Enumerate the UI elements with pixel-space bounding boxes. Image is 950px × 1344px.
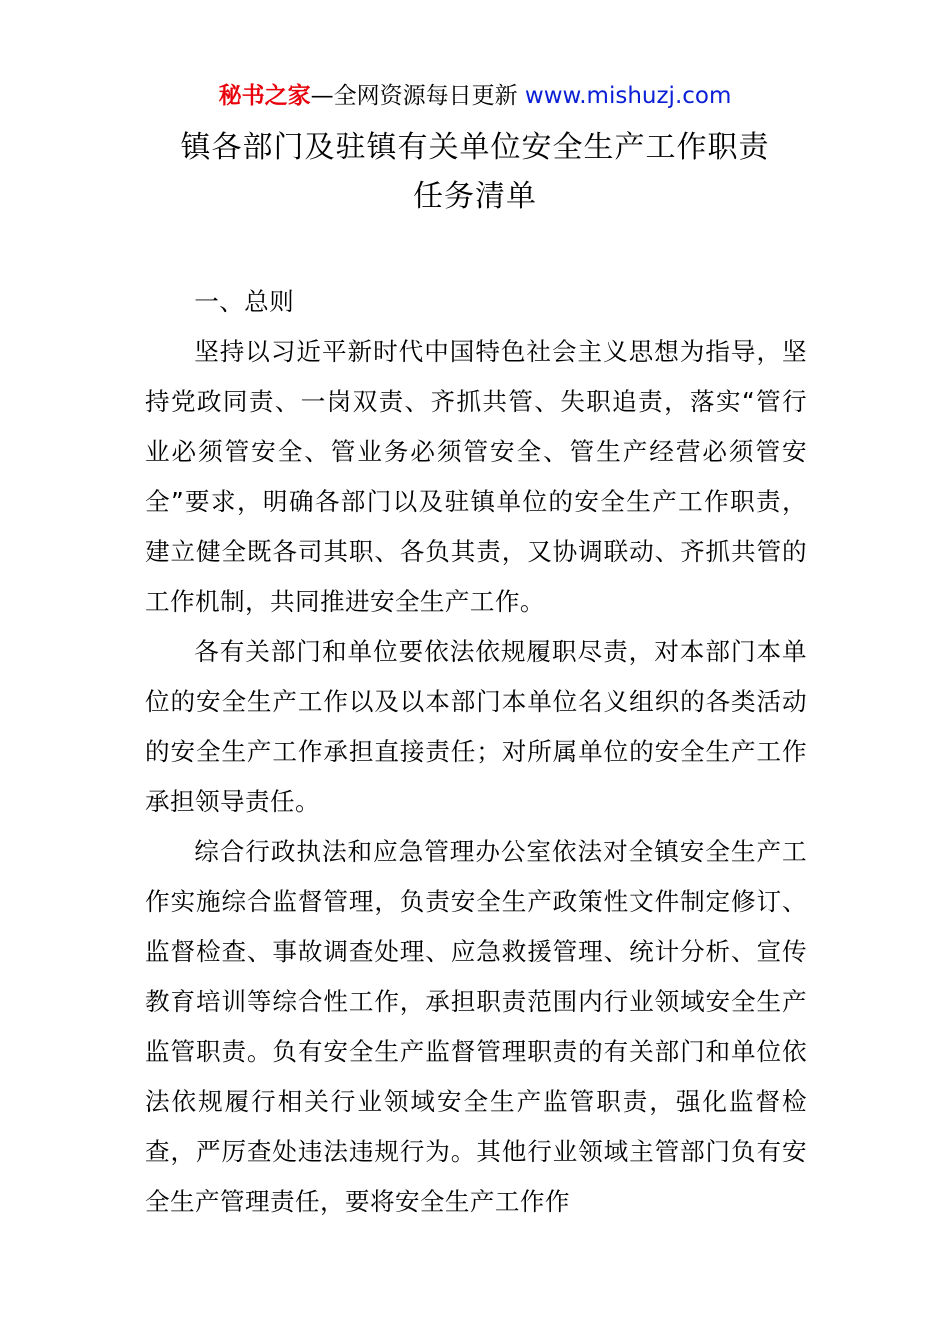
document-title-line-2: 任务清单 xyxy=(413,179,537,214)
site-header xyxy=(0,80,950,112)
site-url-link[interactable]: www.mishuzj.com xyxy=(524,83,732,109)
document-body xyxy=(145,277,807,1227)
paragraph-1: 坚持以习近平新时代中国特色社会主义思想为指导，坚持党政同责、一岗双责、齐抓共管、失职追责，落实“管行业必须管安全、管业务必须管安全、管生产经营必须管安全”要求，明确各部门以及驻镇单位的安全生产工作职责，建立健全既各司其职、各负其责，又协调联动、齐抓共管的工作机制，共同推进安全生产工作。 xyxy=(145,337,807,616)
paragraph-3: 综合行政执法和应急管理办公室依法对全镇安全生产工作实施综合监督管理，负责安全生产政策性文件制定修订、监督检查、事故调查处理、应急救援管理、统计分析、宣传教育培训等综合性工作，承担职责范围内行业领域安全生产监管职责。负有安全生产监督管理职责的有关部门和单位依法依规履行相关行业领域安全生产监管职责，强化监督检查，严厉查处违法违规行为。其他行业领域主管部门负有安全生产管理责任，要将安全生产工作作 xyxy=(145,837,807,1216)
header-tagline: —全网资源每日更新 xyxy=(310,83,525,109)
document-title-line-1: 镇各部门及驻镇有关单位安全生产工作职责 xyxy=(180,130,770,165)
brand-name: 秘书之家 xyxy=(218,83,311,109)
paragraph-2: 各有关部门和单位要依法依规履职尽责，对本部门本单位的安全生产工作以及以本部门本单位名义组织的各类活动的安全生产工作承担直接责任；对所属单位的安全生产工作承担领导责任。 xyxy=(145,637,807,816)
section-heading: 一、总则 xyxy=(194,287,295,316)
